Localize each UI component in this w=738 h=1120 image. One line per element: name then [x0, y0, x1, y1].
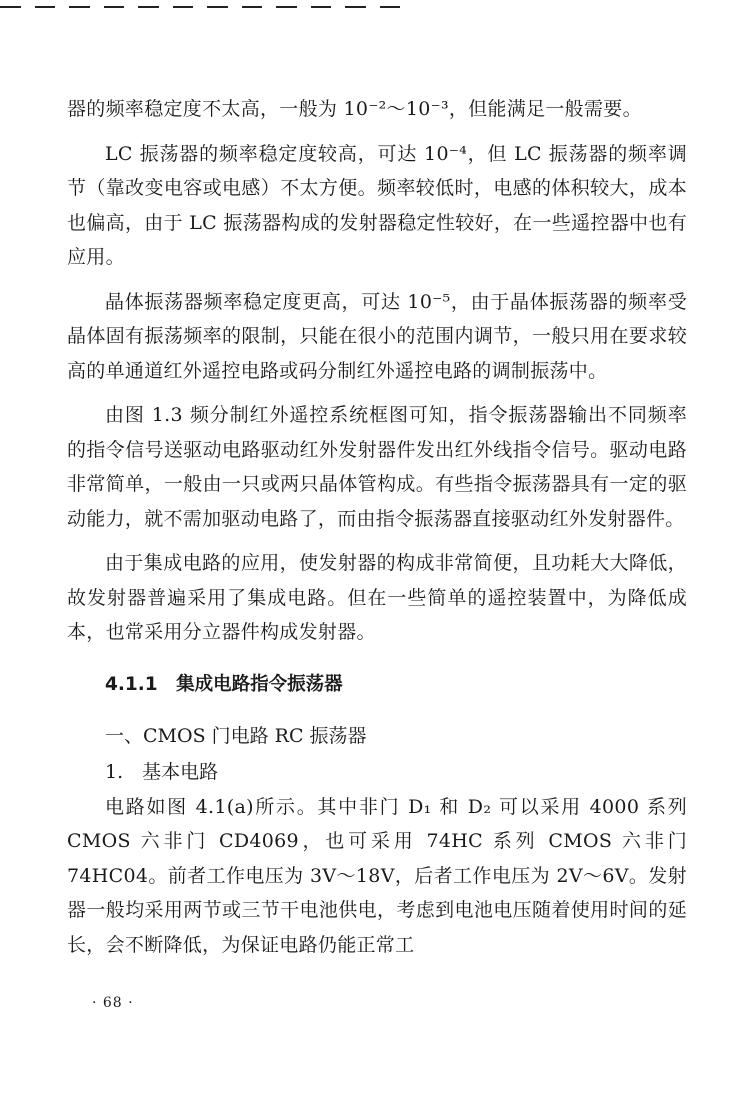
- page-number: · 68 ·: [92, 995, 134, 1011]
- paragraph-1: 器的频率稳定度不太高，一般为 10⁻²～10⁻³，但能满足一般需要。: [67, 98, 642, 120]
- paragraph-3: 晶体振荡器频率稳定度更高，可达 10⁻⁵，由于晶体振荡器的频率受晶体固有振荡频率的限制，只能在很小的范围内调节，一般只用在要求较高的单通道红外遥控电路或码分制红外遥控电路的调制振荡中。: [67, 290, 687, 382]
- subheading-cmos: 一、CMOS 门电路 RC 振荡器: [105, 724, 367, 747]
- subheading-basic-circuit: 1. 基本电路: [105, 760, 219, 783]
- top-dashed-rule: [0, 0, 400, 14]
- paragraph-6: 电路如图 4.1(a)所示。其中非门 D₁ 和 D₂ 可以采用 4000 系列 CMOS 六非门 CD4069，也可采用 74HC 系列 CMOS 六非门 74HC04。前者工作电压为 3V～18V，后者工作电压为 2V～6V。发射器一般均采用两节或三节干电池供电，考虑到电池电压随着使用时间的延长，会不断降低，为保证电路仍能正常工: [67, 795, 687, 956]
- body-text: [67, 92, 687, 972]
- paragraph-2: LC 振荡器的频率稳定度较高，可达 10⁻⁴，但 LC 振荡器的频率调节（靠改变电容或电感）不太方便。频率较低时，电感的体积较大，成本也偏高，由于 LC 振荡器构成的发射器稳定性较好，在一些遥控器中也有应用。: [67, 142, 687, 268]
- section-heading: 4.1.1 集成电路指令振荡器: [105, 673, 343, 695]
- paragraph-4: 由图 1.3 频分制红外遥控系统框图可知，指令振荡器输出不同频率的指令信号送驱动电路驱动红外发射器件发出红外线指令信号。驱动电路非常简单，一般由一只或两只晶体管构成。有些指令振荡器具有一定的驱动能力，就不需加驱动电路了，而由指令振荡器直接驱动红外发射器件。: [67, 404, 687, 530]
- paragraph-5: 由于集成电路的应用，使发射器的构成非常简便，且功耗大大降低，故发射器普遍采用了集成电路。但在一些简单的遥控装置中，为降低成本，也常采用分立器件构成发射器。: [67, 552, 687, 643]
